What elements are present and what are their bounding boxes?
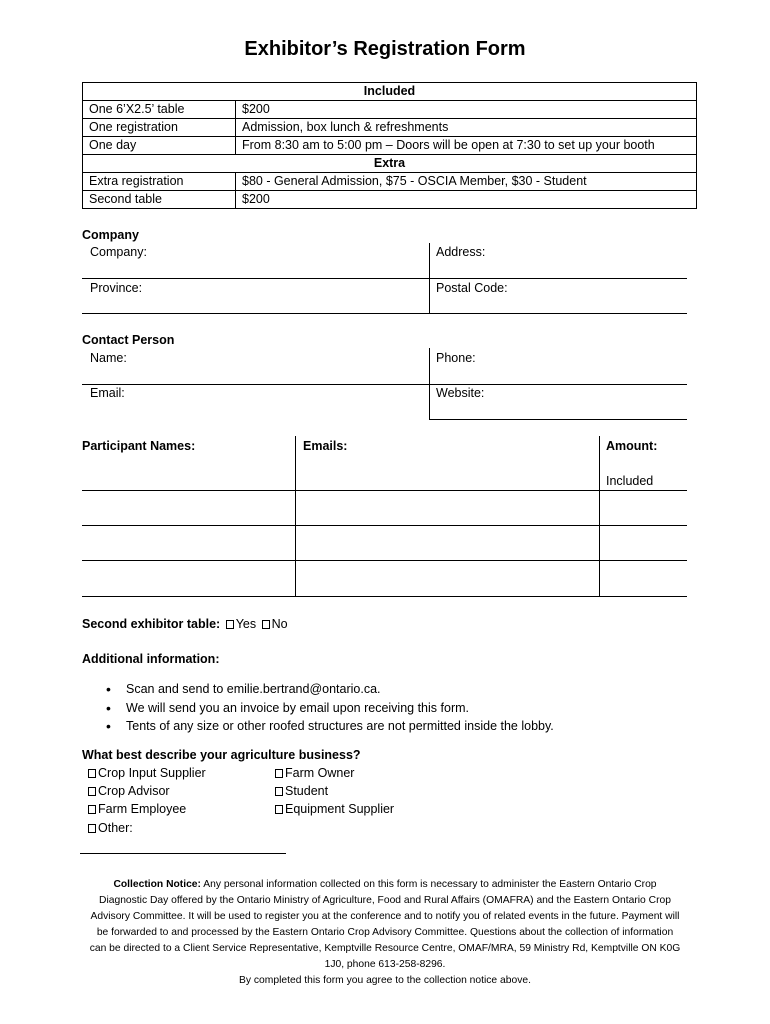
province-field[interactable] — [88, 297, 426, 312]
option-label: Equipment Supplier — [285, 802, 395, 816]
divider — [80, 853, 286, 854]
emails-header: Emails: — [303, 439, 348, 453]
email-field[interactable] — [88, 402, 426, 417]
business-question: What best describe your agriculture business? — [82, 748, 361, 762]
website-label: Website: — [436, 386, 485, 400]
list-item: • Tents of any size or other roofed structures are not permitted inside the lobby. — [126, 717, 554, 736]
option-label: Farm Employee — [98, 802, 187, 816]
participant-email-field[interactable] — [298, 528, 596, 558]
participant-email-field[interactable] — [298, 563, 596, 594]
amount-included: Included — [606, 474, 654, 488]
divider — [429, 419, 687, 420]
participant-name-field[interactable] — [84, 528, 292, 558]
extra-header: Extra — [83, 155, 697, 173]
option-student[interactable] — [275, 784, 328, 798]
checkbox[interactable] — [88, 769, 96, 778]
list-item: • We will send you an invoice by email upon receiving this form. — [126, 699, 554, 718]
website-field[interactable] — [432, 402, 682, 417]
additional-info-heading: Additional information: — [82, 652, 220, 666]
participant-name-field[interactable] — [84, 493, 292, 523]
list-item: • Scan and send to emilie.bertrand@ontario.ca. — [126, 680, 554, 699]
company-section-label: Company — [82, 228, 139, 242]
checkbox[interactable] — [88, 805, 96, 814]
row-detail: $200 — [236, 191, 697, 209]
option-label: Farm Owner — [285, 766, 355, 780]
row-detail: $80 - General Admission, $75 - OSCIA Member, $30 - Student — [236, 173, 697, 191]
row-item: Second table — [83, 191, 236, 209]
pricing-table — [82, 82, 697, 209]
collection-notice — [88, 877, 682, 989]
option-farm-owner[interactable] — [275, 766, 354, 780]
name-field[interactable] — [88, 367, 426, 383]
participant-email-field[interactable] — [298, 493, 596, 523]
company-field[interactable] — [88, 262, 426, 278]
table-row — [83, 137, 697, 155]
second-table-row — [82, 617, 288, 631]
divider — [295, 436, 296, 596]
divider — [82, 384, 687, 385]
participant-name-field[interactable] — [84, 457, 292, 488]
option-other[interactable] — [88, 821, 133, 835]
row-detail: Admission, box lunch & refreshments — [236, 119, 697, 137]
name-label: Name: — [90, 351, 127, 365]
phone-label: Phone: — [436, 351, 476, 365]
notice-agreement: By completed this form you agree to the collection notice above. — [239, 975, 531, 986]
checkbox[interactable] — [275, 787, 283, 796]
participant-name-field[interactable] — [84, 563, 292, 594]
additional-info-list — [82, 680, 554, 736]
postal-code-field[interactable] — [432, 297, 682, 312]
participant-email-field[interactable] — [298, 457, 596, 488]
address-field[interactable] — [432, 262, 682, 278]
email-label: Email: — [90, 386, 125, 400]
table-row — [83, 119, 697, 137]
participant-names-header: Participant Names: — [82, 439, 196, 453]
contact-section-label: Contact Person — [82, 333, 175, 347]
row-detail: From 8:30 am to 5:00 pm – Doors will be open at 7:30 to set up your booth — [236, 137, 697, 155]
option-crop-input-supplier[interactable] — [88, 766, 206, 780]
yes-checkbox[interactable] — [226, 620, 234, 629]
divider — [82, 278, 687, 279]
province-label: Province: — [90, 281, 143, 295]
option-label: Crop Input Supplier — [98, 766, 206, 780]
divider — [82, 525, 687, 526]
company-label: Company: — [90, 245, 147, 259]
row-item: One day — [83, 137, 236, 155]
other-input[interactable] — [140, 821, 285, 837]
page-title: Exhibitor’s Registration Form — [244, 38, 526, 60]
table-row — [83, 191, 697, 209]
yes-label: Yes — [235, 617, 257, 631]
amount-field[interactable] — [602, 528, 686, 558]
divider — [82, 490, 687, 491]
notice-label: Collection Notice: — [113, 879, 201, 890]
second-table-label: Second exhibitor table: — [82, 617, 221, 631]
divider — [82, 560, 687, 561]
option-label: Crop Advisor — [98, 784, 170, 798]
row-detail: $200 — [236, 101, 697, 119]
checkbox[interactable] — [88, 787, 96, 796]
included-header: Included — [83, 83, 697, 101]
table-row — [83, 101, 697, 119]
no-checkbox[interactable] — [262, 620, 270, 629]
checkbox[interactable] — [88, 824, 96, 833]
divider — [82, 313, 687, 314]
divider — [599, 436, 600, 596]
option-crop-advisor[interactable] — [88, 784, 170, 798]
amount-field[interactable] — [602, 493, 686, 523]
checkbox[interactable] — [275, 769, 283, 778]
option-farm-employee[interactable] — [88, 802, 186, 816]
row-item: One registration — [83, 119, 236, 137]
no-label: No — [271, 617, 288, 631]
option-label: Student — [285, 784, 329, 798]
divider — [82, 596, 687, 597]
option-equipment-supplier[interactable] — [275, 802, 394, 816]
amount-header: Amount: — [606, 439, 658, 453]
postal-code-label: Postal Code: — [436, 281, 508, 295]
option-label: Other: — [98, 821, 133, 835]
row-item: One 6’X2.5’ table — [83, 101, 236, 119]
checkbox[interactable] — [275, 805, 283, 814]
table-row — [83, 173, 697, 191]
row-item: Extra registration — [83, 173, 236, 191]
amount-field[interactable] — [602, 563, 686, 594]
phone-field[interactable] — [432, 367, 682, 383]
address-label: Address: — [436, 245, 486, 259]
notice-body: Any personal information collected on this form is necessary to administer the Eastern Ontario Crop Diagnostic Day offered by the Ontario Ministry of Agriculture, Food and Rural Affairs (OMAFRA) and the Eastern Ontario Crop Advisory Committee. It will be used to register you at the conference and to notify you of related events in the future. Payment will be forwarded to and processed by the Eastern Ontario Crop Advisory Committee. Questions about the collection of information can be directed to a Client Service Representative, Kemptville Resource Centre, OMAF/MRA, 59 Ministry Rd, Kemptville ON K0G 1J0, phone 613-258-8296. — [89, 879, 681, 970]
